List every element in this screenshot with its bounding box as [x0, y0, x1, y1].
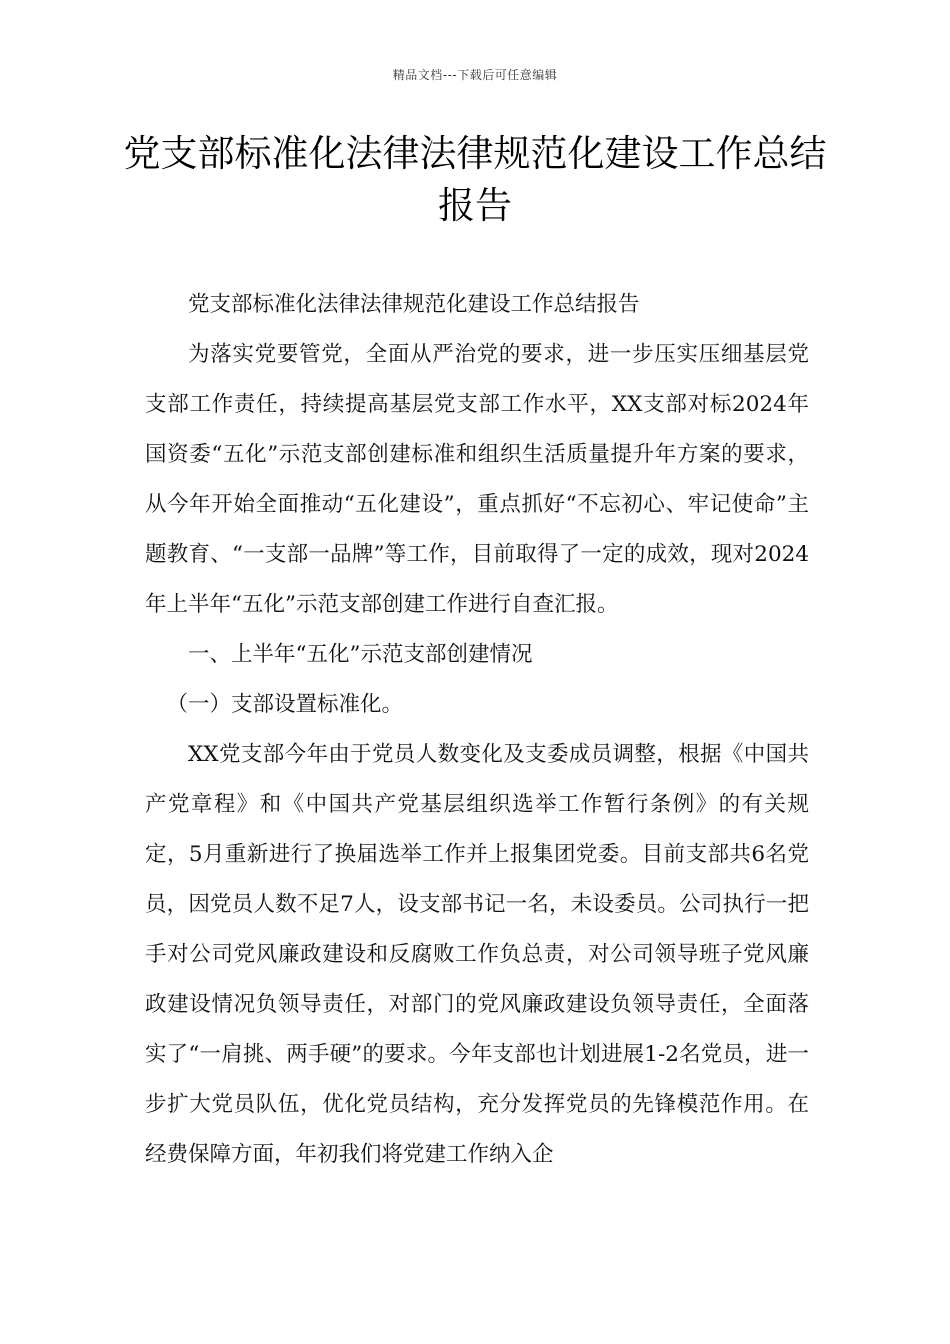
page-header-note: 精品文档---下载后可任意编辑	[392, 68, 558, 82]
section-heading-1: 一、上半年“五化”示范支部创建情况	[188, 642, 533, 667]
document-body	[145, 280, 809, 1180]
paragraph-intro: 为落实党要管党，全面从严治党的要求，进一步压实压细基层党支部工作责任，持续提高基层党支部工作水平，XX支部对标2024年国资委“五化”示范支部创建标准和组织生活质量提升年方案的要求，从今年开始全面推动“五化建设”，重点抓好“不忘初心、牢记使命”主题教育、“一支部一品牌”等工作，目前取得了一定的成效，现对2024年上半年“五化”示范支部创建工作进行自查汇报。	[145, 342, 809, 617]
paragraph-subtitle: 党支部标准化法律法律规范化建设工作总结报告	[188, 292, 640, 317]
document-title: 党支部标准化法律法律规范化建设工作总结报告	[123, 132, 827, 227]
subsection-heading-1: （一）支部设置标准化。	[166, 692, 404, 717]
paragraph-body: XX党支部今年由于党员人数变化及支委成员调整，根据《中国共产党章程》和《中国共产党基层组织选举工作暂行条例》的有关规定，5月重新进行了换届选举工作并上报集团党委。目前支部共6名党员，因党员人数不足7人，设支部书记一名，未设委员。公司执行一把手对公司党风廉政建设和反腐败工作负总责，对公司领导班子党风廉政建设情况负领导责任，对部门的党风廉政建设负领导责任，全面落实了“一肩挑、两手硬”的要求。今年支部也计划进展1-2名党员，进一步扩大党员队伍，优化党员结构，充分发挥党员的先锋模范作用。在经费保障方面，年初我们将党建工作纳入企	[145, 742, 809, 1167]
